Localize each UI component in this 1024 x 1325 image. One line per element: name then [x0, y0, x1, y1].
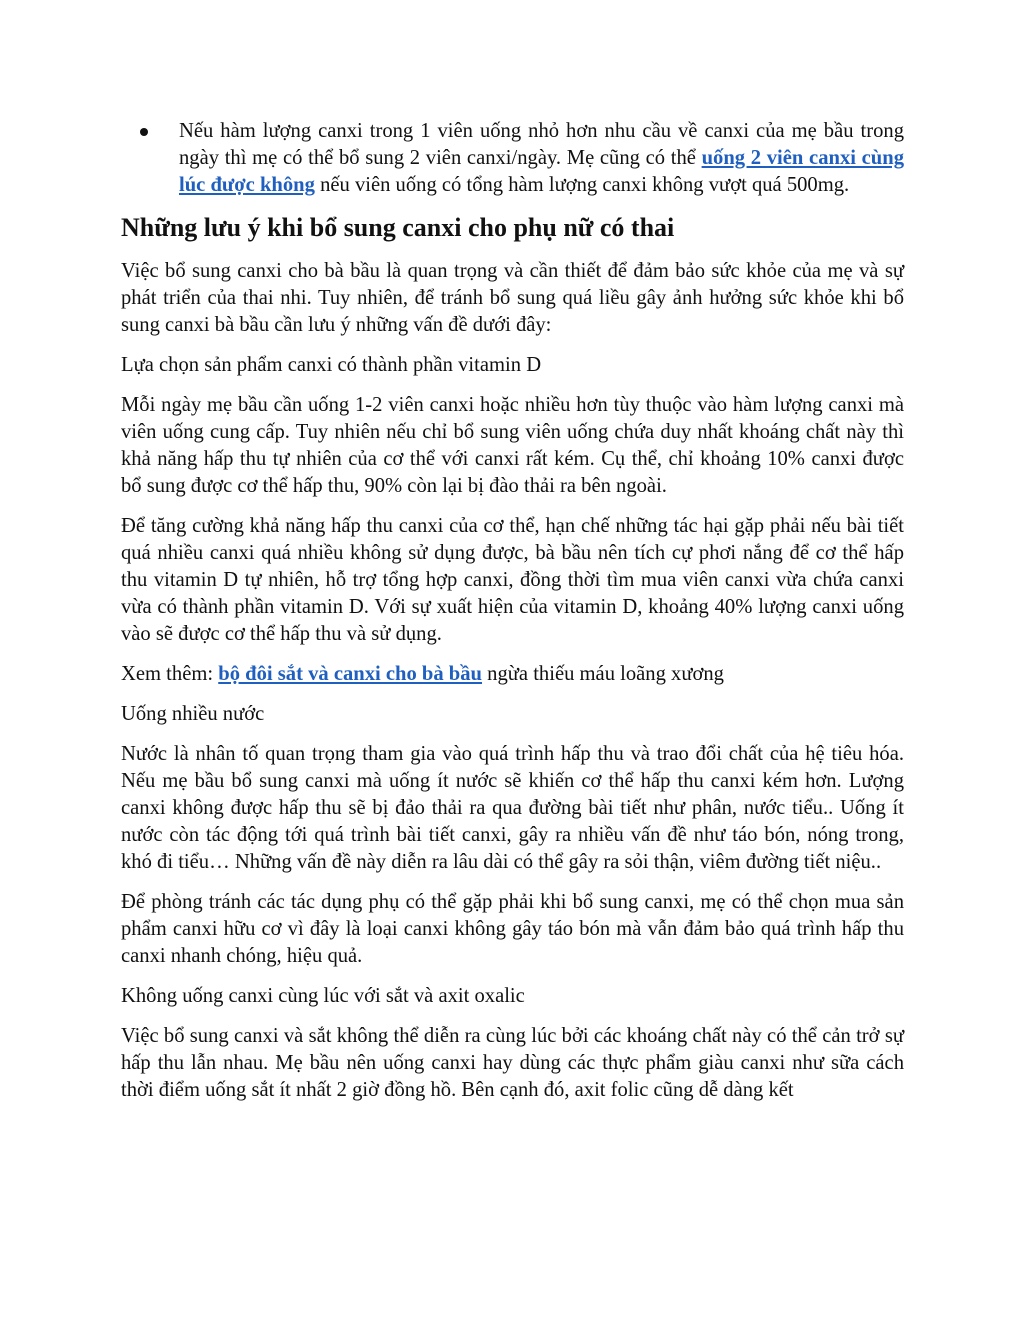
- intro-paragraph: Việc bổ sung canxi cho bà bầu là quan trọng và cần thiết để đảm bảo sức khỏe của mẹ và sự phát triển của thai nhi. Tuy nhiên, để tránh bổ sung quá liều gây ảnh hưởng sức khỏe khi bổ sung canxi bà bầu cần lưu ý những vấn đề dưới đây:: [121, 260, 904, 336]
- bullet-dot-icon: [140, 128, 148, 136]
- section-heading: Những lưu ý khi bổ sung canxi cho phụ nữ có thai: [121, 213, 675, 242]
- subheading-vitamin-d: Lựa chọn sản phẩm canxi có thành phần vitamin D: [121, 354, 542, 376]
- see-more-prefix: Xem thêm:: [121, 663, 219, 685]
- paragraph-organic-calcium: Để phòng tránh các tác dụng phụ có thể gặp phải khi bổ sung canxi, mẹ có thể chọn mua sản phẩm canxi hữu cơ vì đây là loại canxi không gây táo bón mà vẫn đảm bảo quá trình hấp thu canxi nhanh chóng, hiệu quả.: [121, 891, 904, 967]
- bullet-item: [121, 118, 904, 199]
- link-iron-calcium-duo[interactable]: bộ đôi sắt và canxi cho bà bầu: [218, 663, 483, 685]
- see-more-suffix: ngừa thiếu máu loãng xương: [482, 663, 724, 685]
- subheading-drink-water: Uống nhiều nước: [121, 703, 265, 725]
- bullet-text-start: Nếu hàm lượng canxi trong 1 viên uống nhỏ hơn nhu cầu về canxi của mẹ bầu trong ngày thì mẹ có thể bổ sung 2 viên canxi/ngày. Mẹ cũng có thể: [179, 120, 904, 169]
- link-two-calcium-tablets[interactable]: uống 2 viên canxi cùng lúc được không: [179, 147, 904, 196]
- document-page: [121, 118, 904, 1117]
- paragraph-absorption: Để tăng cường khả năng hấp thu canxi của cơ thể, hạn chế những tác hại gặp phải nếu bài tiết quá nhiều canxi quá nhiều không sử dụng được, bà bầu nên tích cự phơi nắng để cơ thể hấp thu vitamin D tự nhiên, hỗ trợ tổng hợp canxi, đồng thời tìm mua viên canxi vừa chứa canxi vừa có thành phần vitamin D. Với sự xuất hiện của vitamin D, khoảng 40% lượng canxi uống vào sẽ được cơ thể hấp thu và sử dụng.: [121, 515, 904, 645]
- bullet-text-end: nếu viên uống có tổng hàm lượng canxi không vượt quá 500mg.: [314, 174, 850, 196]
- see-more-line: [121, 661, 904, 688]
- paragraph-iron-calcium: Việc bổ sung canxi và sắt không thể diễn ra cùng lúc bởi các khoáng chất này có thể cản trở sự hấp thu lẫn nhau. Mẹ bầu nên uống canxi hay dùng các thực phẩm giàu canxi như sữa cách thời điểm uống sắt ít nhất 2 giờ đồng hồ. Bên cạnh đó, axit folic cũng dễ dàng kết: [121, 1025, 904, 1101]
- subheading-no-iron-oxalic: Không uống canxi cùng lúc với sắt và axit oxalic: [121, 985, 525, 1007]
- paragraph-water: Nước là nhân tố quan trọng tham gia vào quá trình hấp thu và trao đổi chất của hệ tiêu hóa. Nếu mẹ bầu bổ sung canxi mà uống ít nước sẽ khiến cơ thể hấp thu canxi kém hơn. Lượng canxi không được hấp thu sẽ bị đảo thải ra qua đường bài tiết như phân, nước tiểu.. Uống ít nước còn tác động tới quá trình bài tiết canxi, gây ra nhiều vấn đề như táo bón, nóng trong, khó đi tiểu… Những vấn đề này diễn ra lâu dài có thể gây ra sỏi thận, viêm đường tiết niệu..: [121, 743, 904, 873]
- paragraph-daily-intake: Mỗi ngày mẹ bầu cần uống 1-2 viên canxi hoặc nhiều hơn tùy thuộc vào hàm lượng canxi mà viên uống cung cấp. Tuy nhiên nếu chỉ bổ sung viên uống chứa duy nhất khoáng chất này thì khả năng hấp thu tự nhiên của cơ thể với canxi rất kém. Cụ thể, chỉ khoảng 10% canxi được bổ sung được cơ thể hấp thu, 90% còn lại bị đào thải ra bên ngoài.: [121, 394, 904, 497]
